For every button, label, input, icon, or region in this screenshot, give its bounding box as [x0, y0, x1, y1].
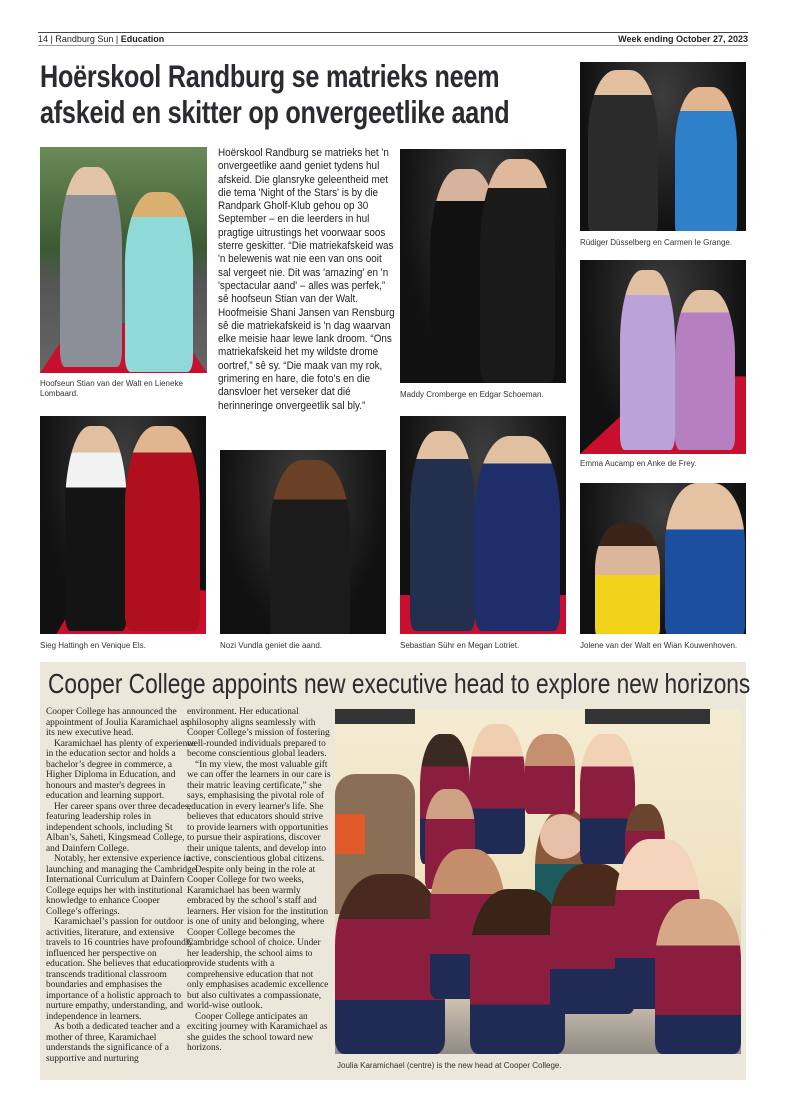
photo-caption: Emma Aucamp en Anke de Frey.: [580, 459, 697, 468]
folio-left: 14 | Randburg Sun | Education: [38, 34, 165, 44]
article-column-1: [46, 707, 196, 1064]
publication-name: Randburg Sun: [55, 34, 114, 44]
photo-caption: Sebastian Sühr en Megan Lotriet.: [400, 641, 520, 650]
photo-stian-lieneke: [40, 147, 207, 373]
page-folio: [38, 32, 748, 46]
photo-maddy-edgar: [400, 149, 566, 383]
photo-nozi: [220, 450, 386, 634]
page-number: 14: [38, 34, 49, 44]
paragraph: Notably, her extensive experience in launching and managing the Cambridge International Curriculum at Dainfern College equips her with institutional knowledge to enhance Cooper College’s offerings.: [46, 854, 196, 917]
photo-caption: Hoofseun Stian van der Walt en Lieneke Lombaard.: [40, 379, 183, 398]
paragraph: Cooper College anticipates an exciting journey with Karamichael as she guides the school toward new horizons.: [187, 1011, 328, 1053]
photo-caption: Joulia Karamichael (centre) is the new head at Cooper College.: [337, 1061, 562, 1070]
cooper-college-article: [40, 662, 751, 1080]
issue-date: Week ending October 27, 2023: [618, 34, 748, 44]
photo-karamichael-learners: [335, 709, 741, 1054]
paragraph: Cooper College has announced the appointment of Joulia Karamichael as its new executive head.: [46, 707, 189, 738]
photo-jolene-wian: [580, 483, 746, 634]
paragraph: As both a dedicated teacher and a mother of three, Karamichael understands the significance of a supportive and nurturing: [46, 1022, 180, 1064]
photo-caption: Sieg Hattingh en Venique Els.: [40, 641, 146, 650]
article-headline: Cooper College appoints new executive head to explore new horizons: [48, 668, 751, 699]
photo-caption: Jolene van der Walt en Wian Kouwenhoven.: [580, 641, 738, 650]
paragraph: Karamichael’s passion for outdoor activities, literature, and extensive travels to 16 countries have profoundly influenced her perspective on education. She believes that education transcends traditional classroom boundaries and emphasises the importance of a holistic approach to nurture empathy, understanding, and independence in learners.: [46, 917, 194, 1022]
photo-rudiger-carmen: [580, 62, 746, 231]
article-headline: [40, 58, 510, 130]
headline-line-2: afskeid en skitter op onvergeetlike aand: [40, 94, 510, 130]
paragraph: “In my view, the most valuable gift we can offer the learners in our care is their matric leaving certificate,” she says, emphasising the pivotal role of education in every learner's life. She believes that educators should strive to provide learners with opportunities to pursue their aspirations, discover their unique talents, and develop into active, conscientious global citizens.: [187, 759, 331, 864]
photo-sebastian-megan: [400, 416, 566, 634]
photo-emma-anke: [580, 260, 746, 454]
article-body: Hoërskool Randburg se matrieks het 'n onvergeetlike aand geniet tydens hul afskeid. Die glansryke geleentheid met die tema 'Night of the Stars' is by die Randpark Gholf-Klub gehou op 30 September – en die leerders in hul pragtige uitrustings het voorwaar soos sterre geskitter. “Die matriekafskeid was 'n belewenis wat nie een van ons ooit sal vergeet nie. Dit was 'amazing' en 'n 'spectacular aand' – alles was perfek,” sê hoofseun Stian van der Walt. Hoofmeisie Shani Jansen van Rensburg sê die matriekafskeid is 'n dag waarvan elke meisie haar lewe lank droom. “Ons matriekafskeid het my wildste drome oortref,” sê sy. “Die maak van my rok, grimering en hare, die foto's en die dansvloer het verseker dat dié herinneringe onvergeetlik sal bly.”: [218, 147, 395, 412]
article-column-2: [187, 707, 332, 1054]
section-name: Education: [120, 34, 165, 44]
headline-line-1: Hoërskool Randburg se matrieks neem: [40, 58, 500, 94]
photo-caption: Nozi Vundla geniet die aand.: [220, 641, 322, 650]
photo-caption: Rüdiger Düsselberg en Carmen le Grange.: [580, 238, 733, 247]
paragraph: Her career spans over three decades, featuring leadership roles in independent schools, including St Alban’s, Saheti, Kingsmead College, and Dainfern College.: [46, 801, 191, 854]
photo-caption: Maddy Cromberge en Edgar Schoeman.: [400, 390, 544, 399]
paragraph: Karamichael has plenty of experience in the education sector and holds a bachelor’s degree in commerce, a Higher Diploma in Education, and honours and master's degrees in education and learning support.: [46, 738, 196, 801]
paragraph: environment. Her educational philosophy aligns seamlessly with Cooper College’s mission of fostering well-rounded individuals prepared to become conscientious global leaders.: [187, 707, 330, 759]
photo-sieg-venique: [40, 416, 206, 634]
paragraph: Despite only being in the role at Cooper College for two weeks, Karamichael has been warmly embraced by the school’s staff and learners. Her vision for the institution is one of unity and belonging, where Cooper College becomes the Cambridge school of choice. Under her leadership, the school aims to provide students with a comprehensive education that not only emphasises academic excellence but also cultivates a compassionate, world-wise outlook.: [187, 864, 329, 1011]
